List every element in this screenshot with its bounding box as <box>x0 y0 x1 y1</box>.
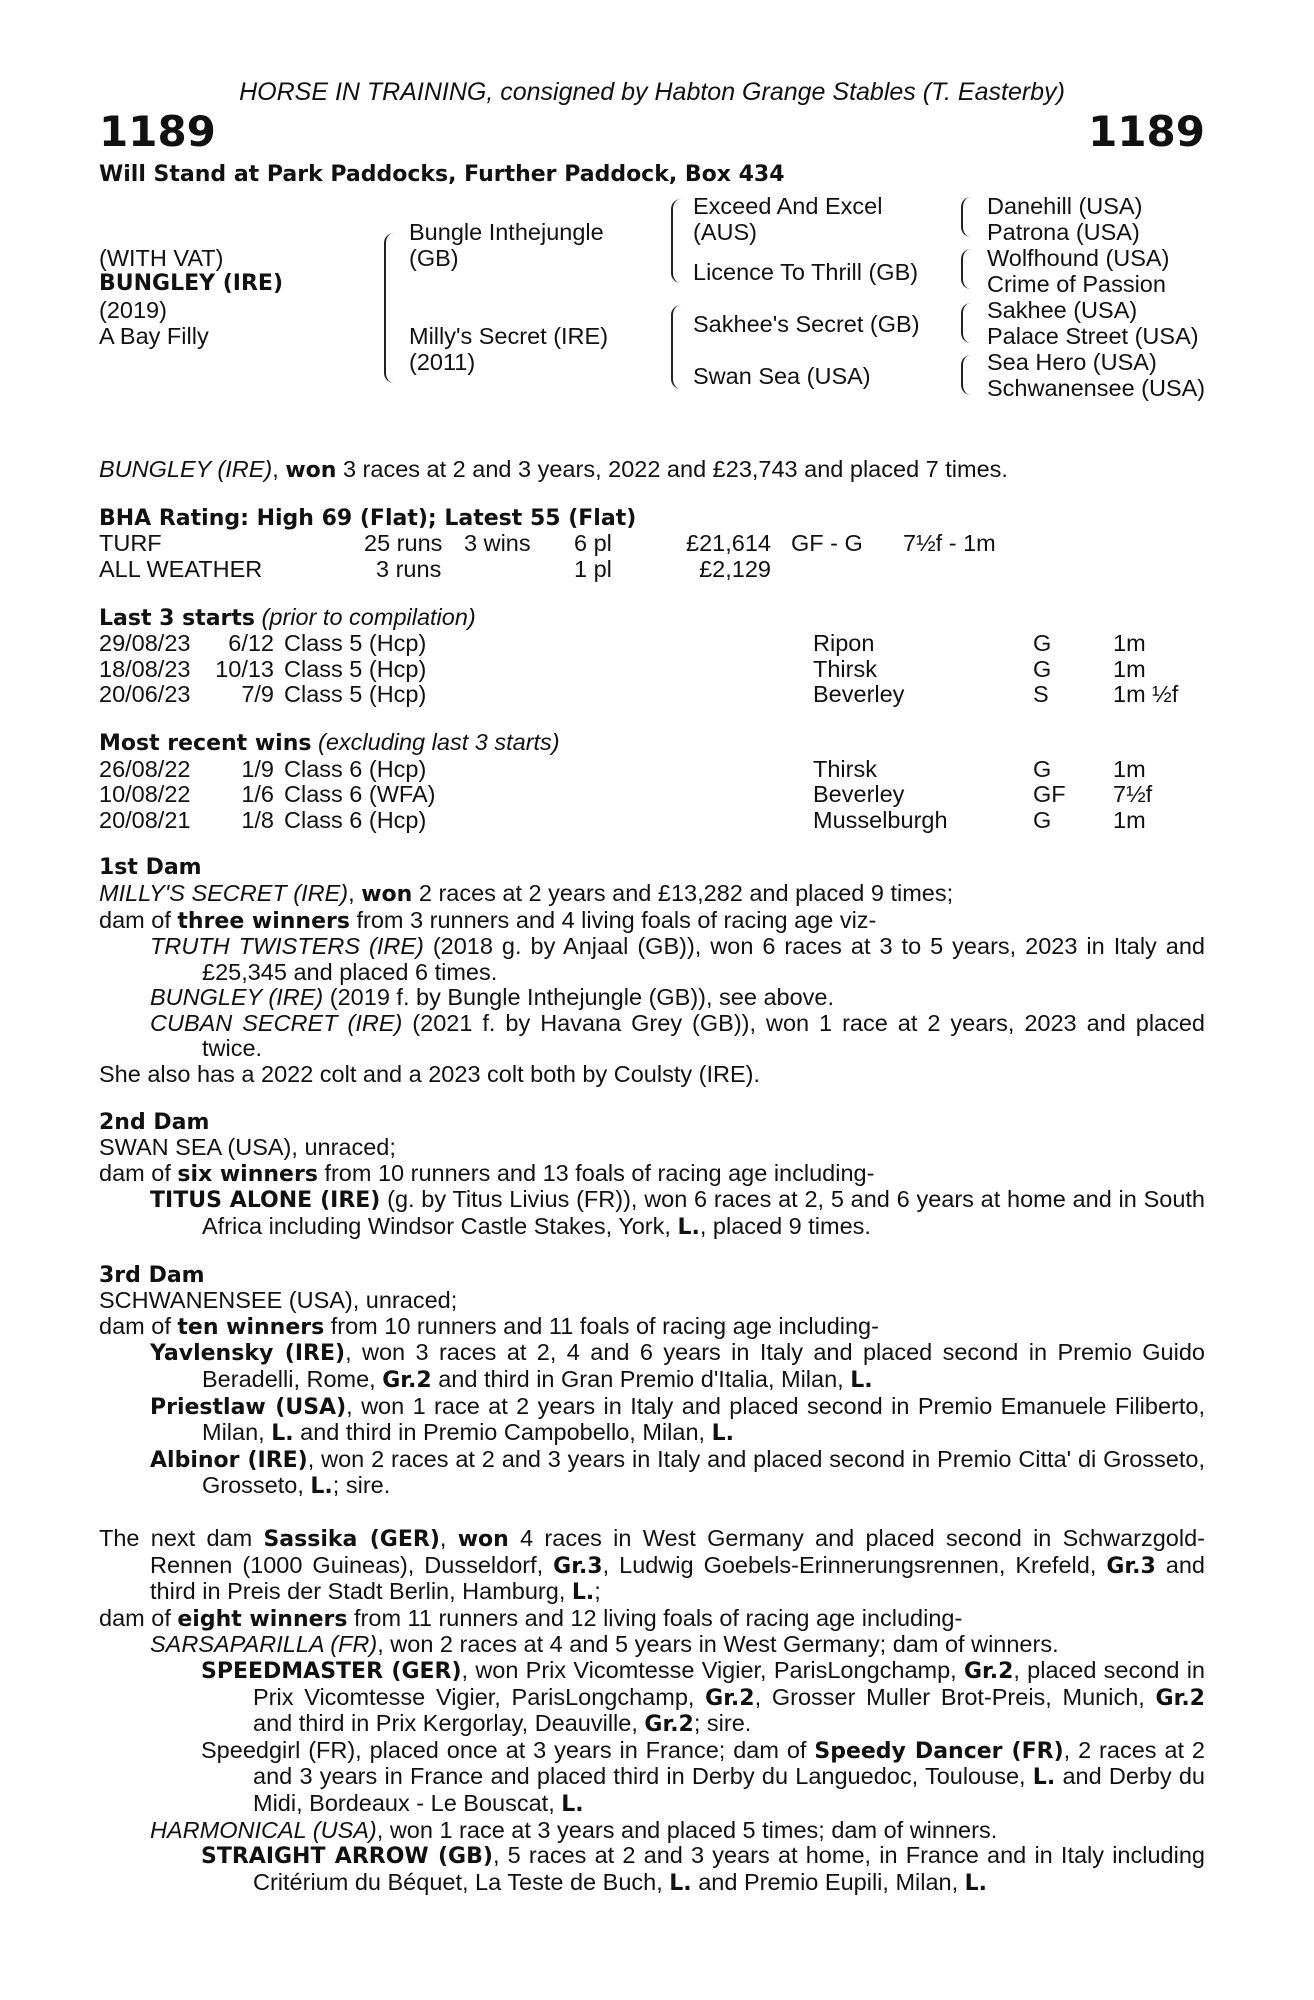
produce-text: and third in Gran Premio d'Italia, Milan, <box>431 1366 851 1392</box>
next-dam-record <box>99 1526 1205 1606</box>
rating-wins <box>464 557 574 583</box>
next-dam-text: 4 races in West Germany and placed second in Schwarzgold-Rennen (1000 Guineas), Dusseldorf, <box>150 1524 1205 1578</box>
next-dam-won: won <box>457 1526 509 1552</box>
produce-text: and third in Premio Campobello, Milan, <box>293 1419 712 1446</box>
win-distance: 1m <box>1113 806 1146 833</box>
win-date: 10/08/22 <box>99 781 191 808</box>
rating-surface: ALL WEATHER <box>99 555 263 582</box>
produce-item <box>99 1011 1205 1062</box>
next-dam-produce <box>99 1606 1205 1633</box>
second-dam-produce-c: from 10 runners and 13 foals of racing age including- <box>317 1159 875 1186</box>
next-dam-text: ; <box>594 1578 601 1605</box>
next-dam-produce-c: from 11 runners and 12 living foals of racing age including- <box>347 1604 963 1631</box>
start-date: 29/08/23 <box>99 630 191 657</box>
sire-dam: Licence To Thrill (GB) <box>693 259 919 286</box>
rating-runs: 25 runs <box>364 530 443 557</box>
start-class: Class 5 (Hcp) <box>284 681 427 708</box>
first-dam-produce-a: dam of <box>99 906 178 933</box>
lot-number-right: 1189 <box>1088 106 1205 156</box>
recent-wins-section <box>99 730 1205 833</box>
produce-text: and Premio Eupili, Milan, <box>691 1868 965 1895</box>
next-dam-produce-a: dam of <box>99 1604 178 1631</box>
start-date: 20/06/23 <box>99 681 191 708</box>
vat-label: (WITH VAT) <box>99 245 224 272</box>
start-date: 18/08/23 <box>99 655 191 682</box>
win-class: Class 6 (Hcp) <box>284 755 427 782</box>
produce-text: , won 2 races at 2 and 3 years in Italy and placed second in Premio Citta' di Grosseto, Grosseto, <box>202 1445 1205 1499</box>
group-mark: Gr.2 <box>705 1685 755 1711</box>
listed-mark: L. <box>310 1474 333 1500</box>
produce-text: (g. by Titus Livius (FR)), won 6 races at 2, 5 and 6 years at home and in South Africa including Windsor Castle Stakes, York, <box>202 1186 1205 1240</box>
produce-text: ; sire. <box>332 1472 391 1499</box>
rating-placed: 1 pl <box>574 555 612 582</box>
rating-table <box>99 531 1205 582</box>
start-course: Thirsk <box>813 655 877 682</box>
produce-text: , 5 races at 2 and 3 years at home, in France and in Italy including Critérium du Béquet, La Teste de Buch, <box>253 1842 1205 1895</box>
produce-name: Yavlensky (IRE) <box>150 1341 346 1367</box>
last-starts-note: (prior to compilation) <box>255 603 476 630</box>
dam-dam: Swan Sea (USA) <box>693 363 871 390</box>
third-dam-section <box>99 1263 1205 1500</box>
pedigree-brace-2a <box>671 199 683 283</box>
sire-sire: Exceed And Excel <box>693 193 883 220</box>
horse-name: BUNGLEY (IRE) <box>99 271 284 297</box>
recent-wins-table <box>99 757 1205 834</box>
third-dam-heading: 3rd Dam <box>99 1262 205 1288</box>
pedigree-brace-3d <box>961 355 973 395</box>
start-distance: 1m <box>1113 630 1146 657</box>
rating-money: £2,129 <box>699 555 771 582</box>
next-dam-text: , <box>439 1524 458 1551</box>
produce-name: Albinor (IRE) <box>150 1447 308 1473</box>
group-mark: Gr.2 <box>963 1658 1014 1684</box>
start-position: 6/12 <box>228 630 274 657</box>
produce-item <box>99 934 1205 985</box>
racing-summary: BUNGLEY (IRE), won 3 races at 2 and 3 years, 2022 and £23,743 and placed 7 times. <box>99 456 1008 484</box>
produce-text: , Grosser Muller Brot-Preis, Munich, <box>754 1683 1156 1710</box>
dd-dam: Schwanensee (USA) <box>987 375 1206 402</box>
start-class: Class 5 (Hcp) <box>284 655 427 682</box>
listed-mark: L. <box>561 1791 584 1817</box>
produce-item <box>99 1818 1205 1844</box>
produce-text: , won 1 race at 3 years and placed 5 times; dam of winners. <box>376 1816 998 1843</box>
win-date: 20/08/21 <box>99 806 191 833</box>
produce-text: (2021 f. by Havana Grey (GB)), won 1 race at 2 years, 2023 and placed twice. <box>202 1009 1205 1062</box>
summary-horse-name: BUNGLEY (IRE) <box>99 456 273 483</box>
third-dam-produce-c: from 10 runners and 11 foals of racing age including- <box>324 1312 879 1339</box>
listed-mark: L. <box>669 1870 692 1896</box>
last-starts-title: Last 3 starts <box>99 605 256 631</box>
rating-money: £21,614 <box>686 530 771 557</box>
second-dam-section <box>99 1110 1205 1241</box>
start-going: S <box>1033 681 1049 708</box>
first-dam-section <box>99 855 1205 1087</box>
listed-mark: L. <box>850 1368 873 1393</box>
produce-name: TITUS ALONE (IRE) <box>150 1188 381 1214</box>
last-starts-heading <box>99 605 1205 632</box>
next-dam-section <box>99 1526 1205 1896</box>
second-dam-heading: 2nd Dam <box>99 1109 210 1135</box>
ds-sire: Sakhee (USA) <box>987 297 1138 324</box>
group-mark: Gr.2 <box>644 1712 694 1738</box>
recent-wins-note: (excluding last 3 starts) <box>311 728 560 755</box>
pedigree-brace-3b <box>961 249 973 289</box>
win-going: G <box>1033 806 1052 833</box>
third-dam-produce <box>99 1314 1205 1341</box>
produce-item <box>99 1632 1205 1658</box>
consignment-line: HORSE IN TRAINING, consigned by Habton Grange Stables (T. Easterby) <box>239 78 1065 106</box>
produce-text: and third in Prix Kergorlay, Deauville, <box>253 1710 645 1737</box>
next-dam-text: , Ludwig Goebels-Erinnerungsrennen, Krefeld, <box>602 1551 1107 1578</box>
ss-sire: Danehill (USA) <box>987 193 1143 220</box>
listed-mark: L. <box>271 1421 294 1447</box>
win-distance: 1m <box>1113 755 1146 782</box>
start-class: Class 5 (Hcp) <box>284 630 427 657</box>
rating-going <box>791 557 903 583</box>
ds-dam: Palace Street (USA) <box>987 323 1199 350</box>
listed-mark: L. <box>711 1421 734 1447</box>
pedigree-chart <box>99 187 1205 425</box>
recent-wins-title: Most recent wins <box>99 730 312 756</box>
first-dam-won: won <box>361 881 413 907</box>
pedigree-brace-3a <box>961 197 973 237</box>
start-position: 10/13 <box>215 655 274 682</box>
produce-text: and Derby du Midi, Bordeaux - Le Bouscat, <box>253 1763 1205 1816</box>
listed-mark: L. <box>964 1870 988 1896</box>
last-starts-table <box>99 631 1205 708</box>
group-mark: Gr.2 <box>382 1368 432 1393</box>
next-dam-name: Sassika (GER) <box>263 1526 440 1552</box>
produce-text: , placed second in Prix Vicomtesse Vigier, ParisLongchamp, <box>253 1656 1206 1710</box>
produce-name: CUBAN SECRET (IRE) <box>150 1009 403 1036</box>
horse-description: A Bay Filly <box>99 323 209 350</box>
produce-text: , won 2 races at 4 and 5 years in West Germany; dam of winners. <box>377 1631 1059 1658</box>
win-date: 26/08/22 <box>99 755 191 782</box>
first-dam-produce <box>99 908 1205 935</box>
produce-text: ; sire. <box>693 1710 752 1737</box>
catalogue-page <box>99 80 1205 1896</box>
rating-runs: 3 runs <box>376 555 442 582</box>
first-dam-record: MILLY'S SECRET (IRE), won 2 races at 2 years and £13,282 and placed 9 times; <box>99 879 954 907</box>
next-dam-produce-b: eight winners <box>177 1606 348 1632</box>
lot-number-row <box>99 108 1205 156</box>
produce-name: SARSAPARILLA (FR) <box>150 1631 378 1658</box>
produce-text: , won 3 races at 2, 4 and 6 years in Italy and placed second in Premio Guido Beradelli, Rome, <box>202 1339 1205 1392</box>
stand-location: Will Stand at Park Paddocks, Further Paddock, Box 434 <box>99 161 785 187</box>
third-dam-produce-b: ten winners <box>177 1314 325 1340</box>
win-going: GF <box>1033 781 1066 808</box>
dam-sire: Sakhee's Secret (GB) <box>693 311 920 338</box>
third-dam-produce-a: dam of <box>99 1312 178 1339</box>
produce-item <box>99 985 1205 1011</box>
rating-distance: 7½f - 1m <box>903 530 996 557</box>
pedigree-brace-1 <box>384 233 396 383</box>
win-distance: 7½f <box>1113 781 1153 808</box>
group-mark: Gr.3 <box>1106 1553 1156 1579</box>
second-dam-produce-b: six winners <box>177 1161 318 1187</box>
first-dam-produce-c: from 3 runners and 4 living foals of racing age viz- <box>349 906 877 933</box>
win-position: 1/6 <box>241 781 274 808</box>
produce-item <box>99 1340 1205 1393</box>
sire-name: Bungle Inthejungle <box>409 219 604 246</box>
summary-text: 3 races at 2 and 3 years, 2022 and £23,743 and placed 7 times. <box>336 456 1008 483</box>
win-position: 1/8 <box>241 806 274 833</box>
first-dam-produce-b: three winners <box>177 908 350 934</box>
start-going: G <box>1033 630 1052 657</box>
first-dam-heading: 1st Dam <box>99 855 202 881</box>
produce-text: (2019 f. by Bungle Inthejungle (GB)), see above. <box>323 984 835 1011</box>
first-dam-name: MILLY'S SECRET (IRE) <box>99 879 349 906</box>
dam-name: Milly's Secret (IRE) <box>409 323 609 350</box>
produce-text: Speedgirl (FR), placed once at 3 years in France; dam of <box>201 1736 815 1763</box>
rating-heading: BHA Rating: High 69 (Flat); Latest 55 (Flat) <box>99 505 637 531</box>
rating-surface: TURF <box>99 530 162 557</box>
first-dam-footer: She also has a 2022 colt and a 2023 colt both by Coulsty (IRE). <box>99 1061 761 1088</box>
pedigree-brace-3c <box>961 303 973 343</box>
group-mark: Gr.3 <box>553 1553 603 1579</box>
produce-item <box>99 1447 1205 1500</box>
produce-text: , won 1 race at 2 years in Italy and placed second in Premio Emanuele Filiberto, Milan, <box>202 1392 1205 1446</box>
next-dam-text: The next dam <box>99 1524 264 1551</box>
produce-name: BUNGLEY (IRE) <box>150 984 324 1011</box>
sire-origin: (GB) <box>409 245 459 272</box>
last-starts-section <box>99 605 1205 708</box>
rating-section <box>99 506 1205 583</box>
produce-text: , 2 races at 2 and 3 years in France and placed third in Derby du Languedoc, Toulouse, <box>253 1736 1205 1790</box>
produce-text: (2018 g. by Anjaal (GB)), won 6 races at 3 to 5 years, 2023 in Italy and £25,345 and placed 6 times. <box>202 933 1205 985</box>
start-course: Beverley <box>813 681 905 708</box>
win-position: 1/9 <box>241 755 274 782</box>
produce-item <box>99 1394 1205 1447</box>
sd-sire: Wolfhound (USA) <box>987 245 1170 272</box>
third-dam-record: SCHWANENSEE (USA), unraced; <box>99 1287 458 1314</box>
grand-produce-item <box>99 1738 1205 1818</box>
produce-name: Speedy Dancer (FR) <box>814 1738 1064 1764</box>
produce-name: Priestlaw (USA) <box>150 1394 347 1420</box>
dam-year: (2011) <box>409 349 476 376</box>
rating-distance <box>903 557 1053 583</box>
start-course: Ripon <box>813 630 875 657</box>
listed-mark: L. <box>1032 1765 1056 1791</box>
sd-dam: Crime of Passion <box>987 271 1166 298</box>
summary-won: won <box>285 458 337 484</box>
rating-going: GF - G <box>791 530 863 557</box>
start-distance: 1m ½f <box>1113 681 1179 708</box>
dd-sire: Sea Hero (USA) <box>987 349 1157 376</box>
produce-name: HARMONICAL (USA) <box>150 1816 377 1843</box>
win-going: G <box>1033 755 1052 782</box>
start-distance: 1m <box>1113 655 1146 682</box>
sire-sire-origin: (AUS) <box>693 219 757 246</box>
win-class: Class 6 (Hcp) <box>284 806 427 833</box>
lot-number-left: 1189 <box>99 106 216 156</box>
first-dam-text: 2 races at 2 years and £13,282 and placed 9 times; <box>412 879 954 906</box>
produce-text: , won Prix Vicomtesse Vigier, ParisLongchamp, <box>461 1656 964 1683</box>
win-course: Musselburgh <box>813 806 948 833</box>
grand-produce-item <box>99 1658 1205 1738</box>
produce-name: STRAIGHT ARROW (GB) <box>201 1844 493 1870</box>
produce-item <box>99 1187 1205 1240</box>
grand-produce-item <box>99 1843 1205 1896</box>
recent-wins-heading <box>99 730 1205 757</box>
win-course: Thirsk <box>813 755 877 782</box>
produce-name: TRUTH TWISTERS (IRE) <box>150 933 424 960</box>
foaling-year: (2019) <box>99 297 167 324</box>
start-going: G <box>1033 655 1052 682</box>
listed-mark: L. <box>571 1580 595 1606</box>
listed-mark: L. <box>677 1215 700 1241</box>
ss-dam: Patrona (USA) <box>987 219 1140 246</box>
start-position: 7/9 <box>241 681 274 708</box>
second-dam-produce-a: dam of <box>99 1159 178 1186</box>
next-dam-text: and third in Preis der Stadt Berlin, Hamburg, <box>150 1551 1205 1605</box>
win-class: Class 6 (WFA) <box>284 781 436 808</box>
pedigree-brace-2b <box>671 305 683 389</box>
rating-placed: 6 pl <box>574 530 612 557</box>
group-mark: Gr.2 <box>1155 1685 1205 1711</box>
second-dam-produce <box>99 1161 1205 1188</box>
produce-name: SPEEDMASTER (GER) <box>201 1658 462 1684</box>
produce-text: , placed 9 times. <box>699 1213 871 1240</box>
second-dam-record: SWAN SEA (USA), unraced; <box>99 1134 396 1161</box>
win-course: Beverley <box>813 781 905 808</box>
rating-wins: 3 wins <box>464 530 531 557</box>
